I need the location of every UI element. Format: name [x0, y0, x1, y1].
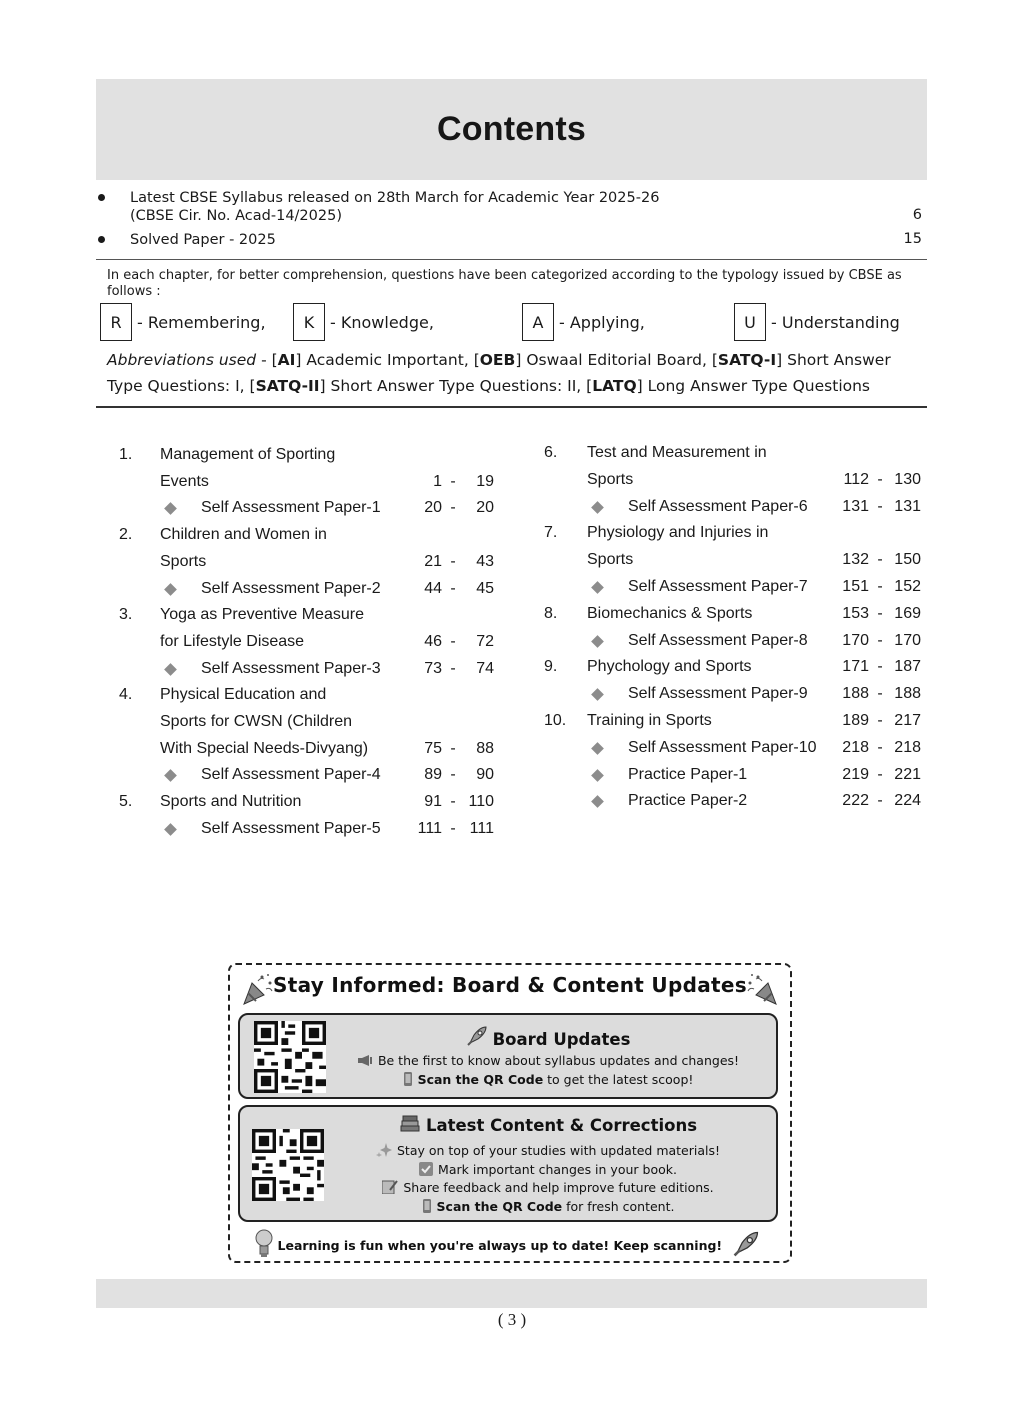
chapter-title: Management of Sporting — [160, 446, 336, 463]
chapter-title: Physiology and Injuries in — [587, 524, 769, 542]
typology-label: - Remembering, — [137, 312, 266, 332]
page-range: 219 - 221 — [842, 765, 921, 783]
chapter-title: Sports for CWSN (Children — [160, 713, 353, 730]
page-range: 189 - 217 — [842, 712, 921, 729]
toc-line — [0, 681, 1024, 707]
diamond-bullet-icon — [164, 823, 177, 836]
typology-code-box: A — [522, 303, 554, 341]
page-range: 131 - 131 — [842, 497, 921, 515]
page-range: 46 - 72 — [424, 632, 494, 650]
chapter-title: Test and Measurement in — [587, 444, 767, 461]
front-matter-item-syllabus[interactable] — [96, 189, 922, 229]
abbr-meaning: Short Answer Type Questions: I, — [107, 351, 891, 395]
diamond-bullet-icon — [591, 688, 604, 701]
footer-band — [96, 1279, 927, 1308]
sub-entry-title: Self Assessment Paper-4 — [201, 766, 381, 784]
sub-entry-title: Self Assessment Paper-9 — [628, 685, 808, 703]
typology-intro: In each chapter, for better comprehension, questions have been categorized according to the typology issued by CBSE as follows : — [107, 268, 902, 299]
abbr-code: AI — [277, 351, 296, 369]
toc-line — [0, 494, 1024, 520]
sub-entry-title: Self Assessment Paper-1 — [201, 499, 381, 517]
toc-line — [0, 654, 1024, 680]
chapter-title: With Special Needs-Divyang) — [160, 739, 369, 757]
page-range: 151 - 152 — [842, 578, 921, 595]
toc-line — [0, 440, 1024, 466]
sub-entry-title: Self Assessment Paper-3 — [201, 659, 381, 677]
abbreviations-lead: Abbreviations used — [107, 351, 257, 369]
toc-line — [0, 762, 1024, 788]
front-matter-label: Solved Paper - 2025 — [130, 232, 276, 248]
toc-line — [0, 708, 1024, 734]
abbr-code: SATQ-I — [717, 351, 777, 369]
diamond-bullet-icon — [591, 742, 604, 755]
page-range: 1 - 19 — [433, 472, 494, 490]
page-range: 112 - 130 — [843, 470, 921, 488]
chapter-title: Sports — [587, 470, 634, 488]
abbr-code: LATQ — [592, 377, 637, 395]
sub-entry-title: Self Assessment Paper-2 — [201, 579, 381, 597]
typology-applying — [522, 303, 645, 341]
page-number: ( 3 ) — [497, 1310, 527, 1329]
diamond-bullet-icon — [591, 796, 604, 809]
chapter-title: Yoga as Preventive Measure — [160, 606, 364, 624]
typology-label: - Understanding — [771, 312, 900, 332]
qr-code-content-updates[interactable] — [252, 1129, 324, 1201]
diamond-bullet-icon — [591, 635, 604, 648]
updates-footer — [230, 1229, 790, 1259]
front-matter-item-solved-paper[interactable] — [96, 231, 922, 251]
content-updates-heading-text: Latest Content & Corrections — [425, 1116, 698, 1135]
chapter-number: 1. — [119, 446, 133, 463]
abbreviations-sep: - — [256, 351, 272, 369]
toc-line — [0, 628, 1024, 654]
content-updates-line-2 — [320, 1162, 776, 1177]
board-updates-heading — [320, 1025, 776, 1049]
page-range: 73 - 74 — [424, 659, 494, 677]
abbr-meaning: Short Answer Type Questions: II, — [325, 377, 587, 395]
board-updates-heading-text: Board Updates — [492, 1030, 631, 1049]
front-matter-label-cont: (CBSE Cir. No. Acad-14/2025) — [130, 208, 342, 224]
page-range: 21 - 43 — [424, 552, 494, 570]
content-updates-heading — [320, 1115, 776, 1135]
chapter-number: 10. — [544, 712, 567, 729]
toc-line — [0, 735, 1024, 761]
chapter-title: Training in Sports — [587, 712, 712, 729]
abbr-code: OEB — [479, 351, 516, 369]
chapter-number: 2. — [119, 526, 133, 544]
typology-remembering — [100, 303, 266, 341]
content-updates-line-4 — [320, 1199, 776, 1214]
megaphone-icon — [357, 1054, 373, 1067]
page-title: Contents — [437, 110, 586, 148]
contents-header — [96, 79, 927, 180]
page-range: 222 - 224 — [842, 792, 921, 810]
board-updates-line-1-text: Be the first to know about syllabus updates and changes! — [377, 1053, 740, 1068]
abbr-code: SATQ-II — [255, 377, 320, 395]
content-updates-panel — [238, 1105, 778, 1222]
sub-entry-title: Self Assessment Paper-7 — [628, 578, 808, 595]
bullet-icon — [98, 194, 105, 201]
mobile-phone-icon — [403, 1072, 413, 1086]
toc-line — [0, 788, 1024, 814]
abbr-meaning: Oswaal Editorial Board, — [521, 351, 712, 369]
mobile-phone-icon — [422, 1199, 432, 1213]
chapter-title: Biomechanics & Sports — [587, 604, 753, 622]
content-updates-line-1 — [320, 1143, 776, 1158]
typology-label: - Knowledge, — [330, 312, 434, 332]
chapter-title: Children and Women in — [160, 526, 327, 544]
sub-entry-title: Self Assessment Paper-6 — [628, 497, 808, 515]
toc-line — [0, 816, 1024, 842]
page-range: 89 - 90 — [424, 766, 494, 784]
scan-qr-emphasis: Scan the QR Code — [436, 1199, 563, 1214]
toc-line — [0, 601, 1024, 627]
chapter-title: Events — [160, 472, 209, 490]
divider — [96, 406, 927, 408]
chapter-number: 5. — [119, 793, 133, 811]
rocket-icon — [466, 1025, 488, 1047]
board-updates-line-2 — [320, 1072, 776, 1087]
page-range: 75 - 88 — [424, 739, 494, 757]
diamond-bullet-icon — [591, 581, 604, 594]
diamond-bullet-icon — [591, 501, 604, 514]
chapter-title: Phychology and Sports — [587, 658, 752, 676]
page-range: 44 - 45 — [424, 579, 494, 597]
page-range: 20 - 20 — [424, 499, 494, 517]
party-popper-icon — [744, 971, 780, 1007]
checkbox-icon — [419, 1162, 433, 1176]
typology-code-box: U — [734, 303, 766, 341]
abbr-meaning: Academic Important, — [301, 351, 474, 369]
bullet-icon — [98, 236, 105, 243]
updates-title: Stay Informed: Board & Content Updates — [273, 973, 747, 997]
typology-understanding — [734, 303, 900, 341]
sub-entry-title: Self Assessment Paper-5 — [201, 819, 381, 837]
sub-entry-title: Self Assessment Paper-10 — [628, 738, 817, 756]
board-updates-line-1 — [320, 1053, 776, 1068]
page-range: 91 - 110 — [424, 793, 494, 811]
diamond-bullet-icon — [591, 769, 604, 782]
chapter-number: 6. — [544, 444, 558, 461]
chapter-number: 9. — [544, 658, 558, 676]
chapter-number: 8. — [544, 604, 558, 622]
content-updates-line-4-text: for fresh content. — [562, 1199, 675, 1214]
sub-entry-title: Self Assessment Paper-8 — [628, 631, 808, 649]
chapter-title: Sports and Nutrition — [160, 793, 302, 811]
front-matter-page: 15 — [903, 231, 922, 247]
updates-box — [228, 963, 792, 1263]
chapter-number: 7. — [544, 524, 558, 542]
chapter-title: Sports — [587, 551, 634, 569]
toc-line — [0, 520, 1024, 546]
chapter-title: Sports — [160, 552, 207, 570]
page-range: 170 - 170 — [842, 631, 921, 649]
chapter-number: 4. — [119, 686, 133, 704]
page-range: 171 - 187 — [842, 658, 921, 676]
content-updates-line-1-text: Stay on top of your studies with updated materials! — [396, 1143, 721, 1158]
page-range: 132 - 150 — [842, 551, 921, 569]
divider — [96, 259, 927, 260]
sub-entry-title: Practice Paper-1 — [628, 765, 748, 783]
sparkles-icon — [376, 1143, 392, 1157]
page-range: 218 - 218 — [842, 738, 921, 756]
typology-knowledge — [293, 303, 434, 341]
page-range: 153 - 169 — [842, 604, 921, 622]
updates-footer-text: Learning is fun when you're always up to date! Keep scanning! — [277, 1238, 723, 1253]
chapter-title: for Lifestyle Disease — [160, 632, 305, 650]
content-updates-line-3-text: Share feedback and help improve future editions. — [403, 1180, 714, 1195]
qr-code-board-updates[interactable] — [254, 1021, 326, 1093]
toc-line — [0, 547, 1024, 573]
content-updates-line-3 — [320, 1180, 776, 1195]
typology-code-box: R — [100, 303, 132, 341]
board-updates-panel — [238, 1013, 778, 1099]
front-matter-label: Latest CBSE Syllabus released on 28th March for Academic Year 2025-26 — [130, 190, 660, 206]
scan-qr-emphasis: Scan the QR Code — [417, 1072, 544, 1087]
light-bulb-icon — [255, 1229, 273, 1259]
chapter-number: 3. — [119, 606, 133, 624]
board-updates-line-2-text: to get the latest scoop! — [543, 1072, 694, 1087]
toc-line — [0, 574, 1024, 600]
sub-entry-title: Practice Paper-2 — [628, 792, 748, 810]
memo-icon — [382, 1180, 398, 1194]
page-range: 111 - 111 — [417, 819, 494, 837]
content-updates-line-2-text: Mark important changes in your book. — [438, 1162, 677, 1177]
typology-label: - Applying, — [559, 312, 645, 332]
chapter-title: Physical Education and — [160, 686, 327, 704]
front-matter-page: 6 — [912, 207, 922, 223]
toc-line — [0, 467, 1024, 493]
typology-code-box: K — [293, 303, 325, 341]
books-icon — [399, 1115, 421, 1133]
abbreviations: Abbreviations used - [AI] Academic Important, [OEB] Oswaal Editorial Board, [SATQ-I] Short Answer Type Questions: I, [SATQ-II] Short Answer Type Questions: II, [LATQ] Long Answer Type Questions — [107, 351, 891, 395]
rocket-icon — [732, 1230, 760, 1258]
page-range: 188 - 188 — [842, 685, 921, 703]
abbr-meaning: Long Answer Type Questions — [642, 377, 871, 395]
